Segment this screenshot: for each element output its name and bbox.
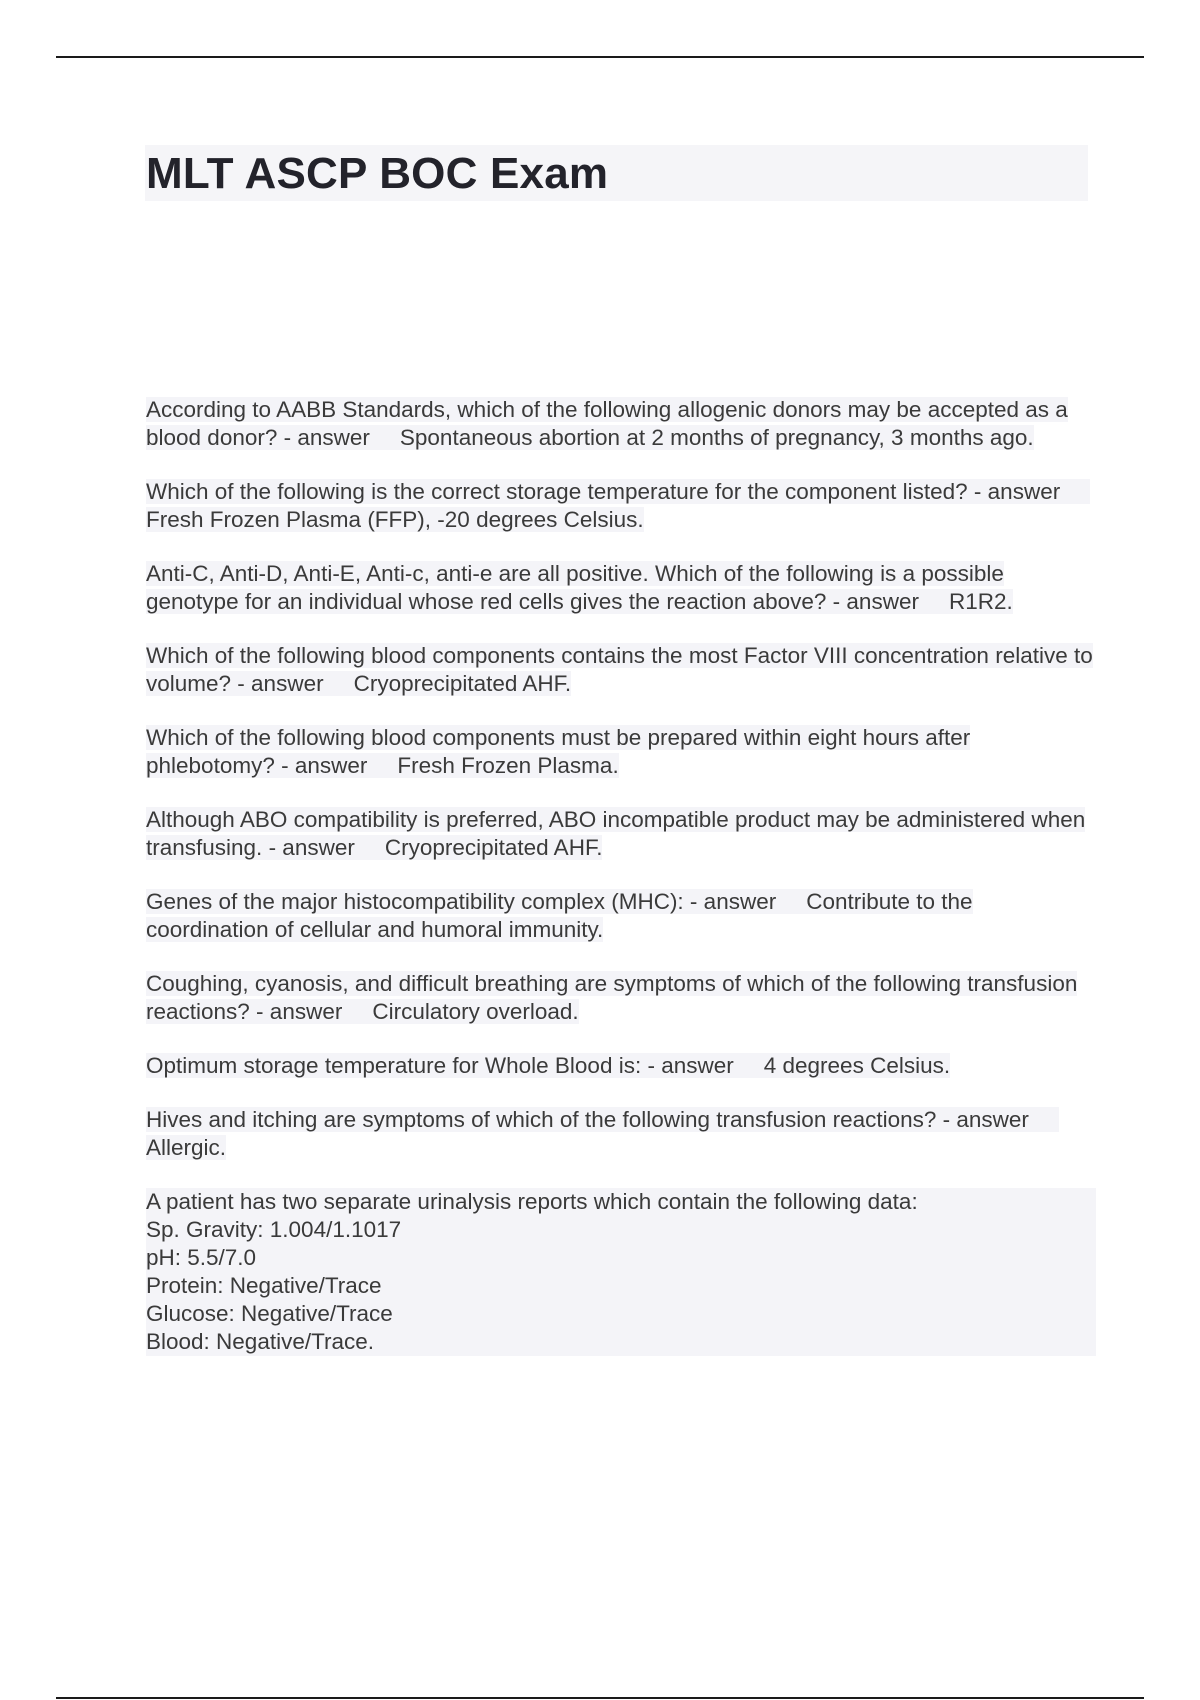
urinalysis-line: Glucose: Negative/Trace xyxy=(146,1300,1096,1328)
answer-text: Cryoprecipitated AHF. xyxy=(384,835,603,860)
qa-item xyxy=(146,806,1096,862)
answer-text: R1R2. xyxy=(948,589,1013,614)
urinalysis-line: A patient has two separate urinalysis reports which contain the following data: xyxy=(146,1188,1096,1216)
qa-item xyxy=(146,724,1096,780)
answer-text: Circulatory overload. xyxy=(372,999,579,1024)
urinalysis-line: pH: 5.5/7.0 xyxy=(146,1244,1096,1272)
urinalysis-item xyxy=(146,1188,1096,1356)
qa-item xyxy=(146,1106,1096,1162)
question-text: Which of the following blood components must be prepared within eight hours after phlebotomy? - answer xyxy=(146,725,971,778)
question-text: Which of the following is the correct storage temperature for the component listed? - answer xyxy=(146,479,1061,504)
qa-list xyxy=(146,396,1096,1382)
question-text: According to AABB Standards, which of the following allogenic donors may be accepted as a blood donor? - answer xyxy=(146,397,1068,450)
answer-text: Fresh Frozen Plasma (FFP), -20 degrees Celsius. xyxy=(146,507,644,532)
qa-item xyxy=(146,560,1096,616)
question-text: Hives and itching are symptoms of which of the following transfusion reactions? - answer xyxy=(146,1107,1029,1132)
bottom-divider xyxy=(56,1697,1144,1699)
question-text: Optimum storage temperature for Whole Blood is: - answer xyxy=(146,1053,734,1078)
qa-item xyxy=(146,642,1096,698)
question-text: Which of the following blood components contains the most Factor VIII concentration relative to volume? - answer xyxy=(146,643,1093,696)
qa-item xyxy=(146,478,1096,534)
urinalysis-line: Blood: Negative/Trace. xyxy=(146,1328,1096,1356)
question-text: Coughing, cyanosis, and difficult breathing are symptoms of which of the following transfusion reactions? - answer xyxy=(146,971,1078,1024)
question-text: Anti-C, Anti-D, Anti-E, Anti-c, anti-e are all positive. Which of the following is a possible genotype for an individual whose red cells gives the reaction above? - answer xyxy=(146,561,1004,614)
urinalysis-line: Protein: Negative/Trace xyxy=(146,1272,1096,1300)
answer-text: Allergic. xyxy=(146,1135,227,1160)
answer-text: 4 degrees Celsius. xyxy=(763,1053,951,1078)
qa-item xyxy=(146,888,1096,944)
document-title: MLT ASCP BOC Exam xyxy=(146,149,609,198)
qa-item xyxy=(146,970,1096,1026)
answer-text: Fresh Frozen Plasma. xyxy=(397,753,619,778)
question-text: Although ABO compatibility is preferred, ABO incompatible product may be administered when transfusing. - answer xyxy=(146,807,1086,860)
answer-text: Contribute to the coordination of cellular and humoral immunity. xyxy=(146,889,973,942)
top-divider xyxy=(56,56,1144,58)
answer-text: Spontaneous abortion at 2 months of pregnancy, 3 months ago. xyxy=(399,425,1034,450)
qa-item xyxy=(146,396,1096,452)
question-text: Genes of the major histocompatibility complex (MHC): - answer xyxy=(146,889,777,914)
qa-item xyxy=(146,1052,1096,1080)
urinalysis-line: Sp. Gravity: 1.004/1.1017 xyxy=(146,1216,1096,1244)
answer-text: Cryoprecipitated AHF. xyxy=(353,671,572,696)
